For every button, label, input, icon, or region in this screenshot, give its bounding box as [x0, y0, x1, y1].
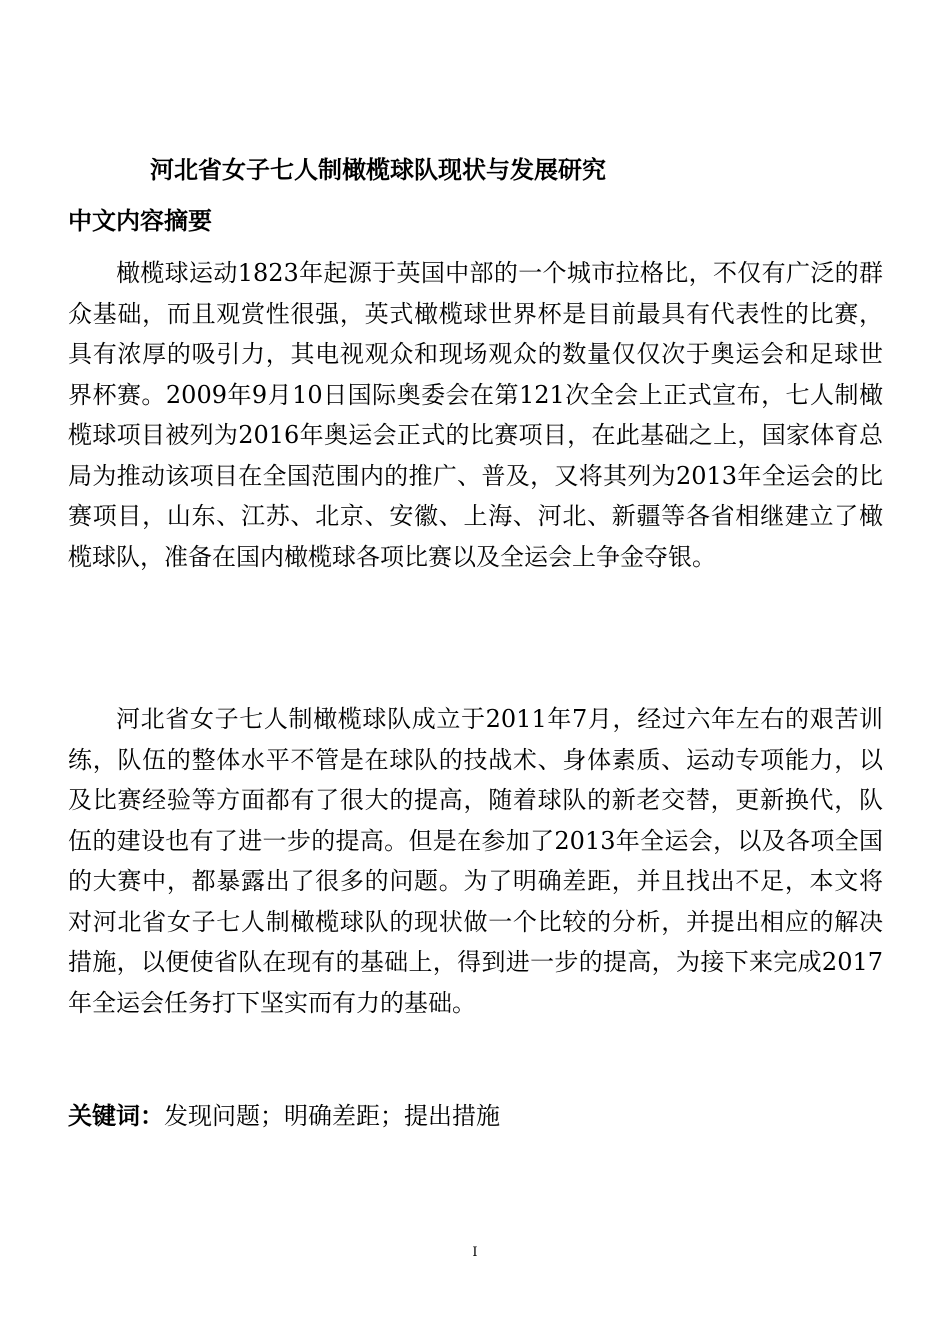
page-number: I [472, 1245, 478, 1260]
document-title: 河北省女子七人制橄榄球队现状与发展研究 [150, 156, 606, 184]
keywords-line [68, 1098, 500, 1134]
abstract-paragraph-1: 橄榄球运动1823年起源于英国中部的一个城市拉格比，不仅有广泛的群众基础，而且观赏性很强，英式橄榄球世界杯是目前最具有代表性的比赛，具有浓厚的吸引力，其电视观众和现场观众的数量仅仅次于奥运会和足球世界杯赛。2009年9月10日国际奥委会在第121次全会上正式宣布，七人制橄榄球项目被列为2016年奥运会正式的比赛项目，在此基础之上，国家体育总局为推动该项目在全国范围内的推广、普及，又将其列为2013年全运会的比赛项目，山东、江苏、北京、安徽、上海、河北、新疆等各省相继建立了橄榄球队，准备在国内橄榄球各项比赛以及全运会上争金夺银。 [68, 259, 883, 571]
keywords-value: 发现问题；明确差距；提出措施 [164, 1102, 500, 1130]
keywords-label: 关键词： [68, 1102, 164, 1130]
abstract-paragraph-2: 河北省女子七人制橄榄球队成立于2011年7月，经过六年左右的艰苦训练，队伍的整体水平不管是在球队的技战术、身体素质、运动专项能力，以及比赛经验等方面都有了很大的提高，随着球队的新老交替，更新换代，队伍的建设也有了进一步的提高。但是在参加了2013年全运会，以及各项全国的大赛中，都暴露出了很多的问题。为了明确差距，并且找出不足，本文将对河北省女子七人制橄榄球队的现状做一个比较的分析，并提出相应的解决措施，以便使省队在现有的基础上，得到进一步的提高，为接下来完成2017年全运会任务打下坚实而有力的基础。 [68, 705, 883, 1017]
abstract-heading: 中文内容摘要 [68, 207, 212, 235]
